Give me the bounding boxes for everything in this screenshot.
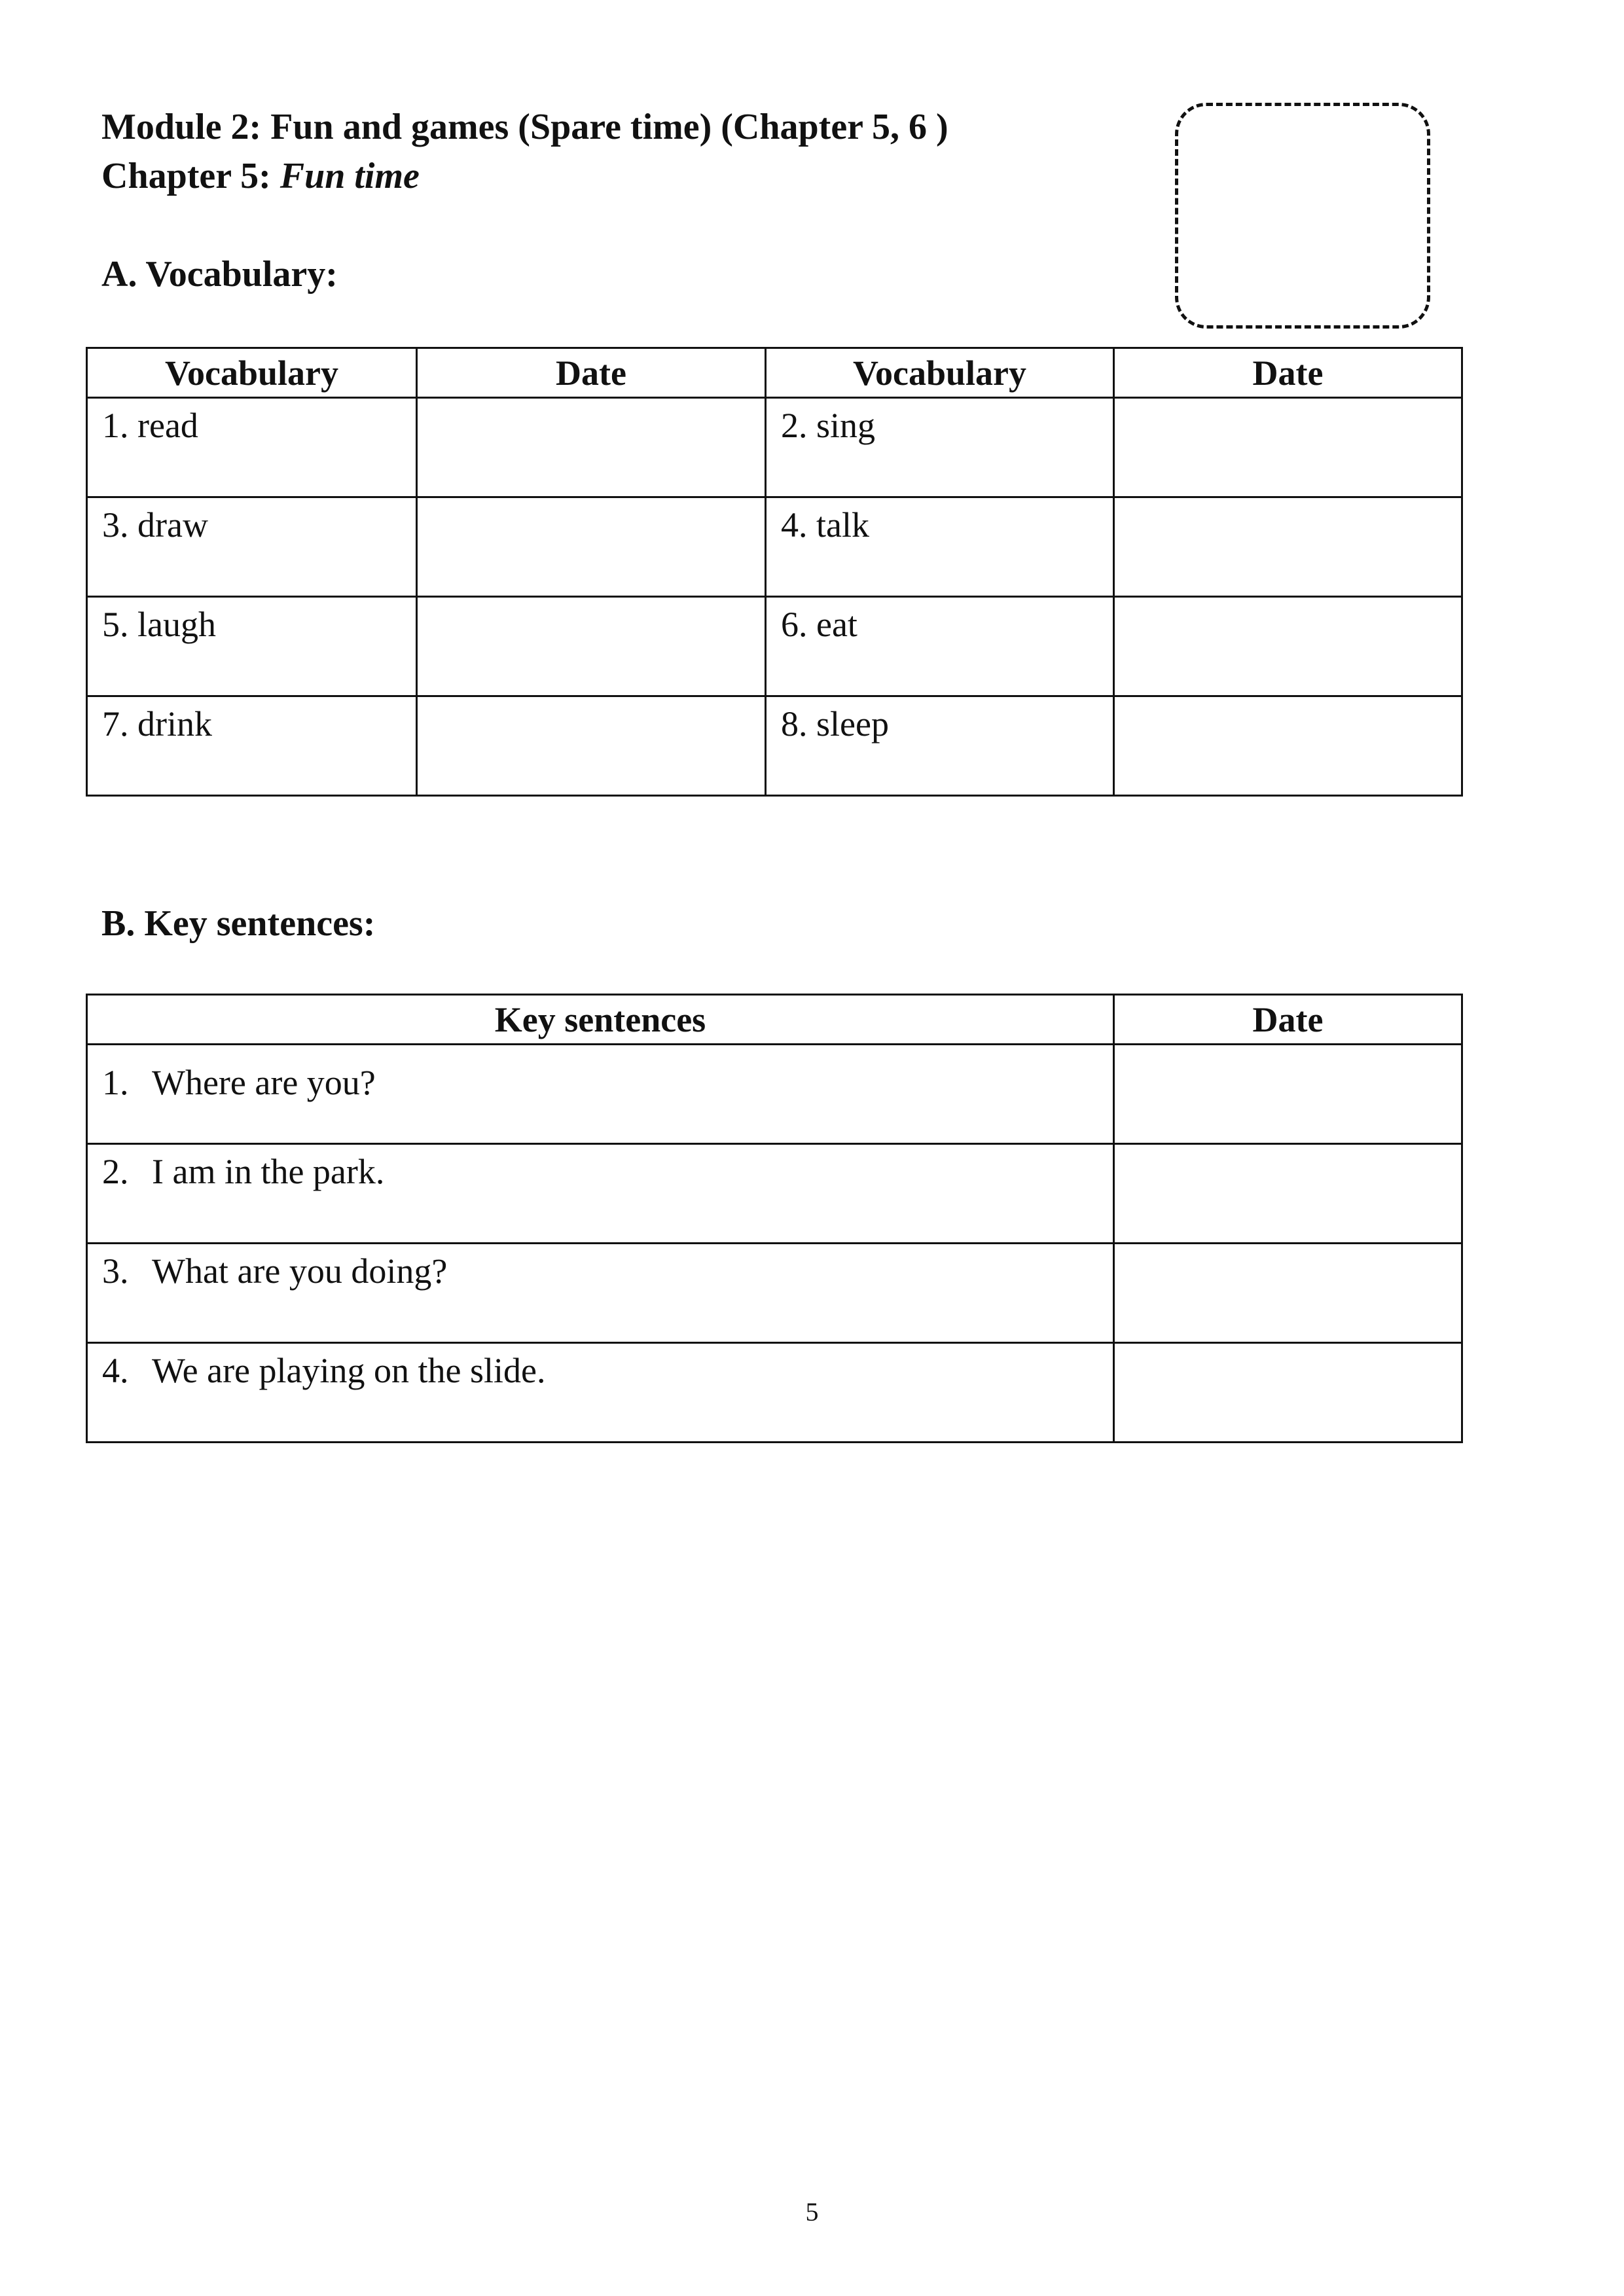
sentence-text: I am in the park.	[152, 1152, 385, 1191]
column-header-date: Date	[1114, 995, 1462, 1045]
vocabulary-word: 1. read	[102, 406, 198, 445]
stamp-box	[1175, 103, 1430, 329]
date-cell[interactable]	[417, 398, 766, 497]
date-cell[interactable]	[417, 597, 766, 696]
vocabulary-word: 8. sleep	[781, 704, 889, 744]
date-cell[interactable]	[1114, 597, 1462, 696]
sentence-text: Where are you?	[152, 1063, 376, 1102]
sentence-number: 1.	[102, 1063, 129, 1102]
sentence-cell	[87, 1343, 1114, 1443]
column-header-vocabulary: Vocabulary	[87, 348, 417, 398]
date-cell[interactable]	[1114, 1244, 1462, 1343]
chapter-title	[101, 158, 420, 194]
vocabulary-word: 4. talk	[781, 505, 869, 545]
date-cell[interactable]	[1114, 398, 1462, 497]
date-cell[interactable]	[417, 696, 766, 796]
vocabulary-cell	[766, 597, 1114, 696]
table-row	[87, 398, 1462, 497]
sentence-number: 4.	[102, 1351, 129, 1390]
chapter-name: Fun time	[280, 156, 420, 196]
key-sentences-table	[86, 994, 1463, 1443]
vocabulary-cell	[766, 696, 1114, 796]
table-header-row	[87, 995, 1462, 1045]
vocabulary-word: 6. eat	[781, 605, 857, 644]
column-header-date: Date	[1114, 348, 1462, 398]
table-header-row	[87, 348, 1462, 398]
vocabulary-cell	[766, 398, 1114, 497]
vocabulary-cell	[87, 696, 417, 796]
vocabulary-cell	[87, 597, 417, 696]
chapter-label: Chapter 5:	[101, 156, 271, 196]
vocabulary-table	[86, 347, 1463, 797]
table-row	[87, 597, 1462, 696]
vocabulary-cell	[766, 497, 1114, 597]
sentence-cell	[87, 1144, 1114, 1244]
sentence-text: We are playing on the slide.	[152, 1351, 546, 1390]
date-cell[interactable]	[1114, 1045, 1462, 1144]
date-cell[interactable]	[1114, 1144, 1462, 1244]
table-row	[87, 1144, 1462, 1244]
date-cell[interactable]	[1114, 696, 1462, 796]
column-header-date: Date	[417, 348, 766, 398]
vocabulary-cell	[87, 398, 417, 497]
date-cell[interactable]	[1114, 1343, 1462, 1443]
sentence-number: 2.	[102, 1152, 129, 1191]
vocabulary-word: 7. drink	[102, 704, 212, 744]
sentence-cell	[87, 1244, 1114, 1343]
vocabulary-word: 3. draw	[102, 505, 208, 545]
column-header-key-sentences: Key sentences	[87, 995, 1114, 1045]
date-cell[interactable]	[417, 497, 766, 597]
table-row	[87, 1045, 1462, 1144]
date-cell[interactable]	[1114, 497, 1462, 597]
vocabulary-word: 2. sing	[781, 406, 876, 445]
module-title: Module 2: Fun and games (Spare time) (Chapter 5, 6 )	[101, 107, 948, 147]
table-row	[87, 497, 1462, 597]
table-row	[87, 696, 1462, 796]
key-sentences-heading: B. Key sentences:	[101, 903, 376, 944]
table-row	[87, 1343, 1462, 1443]
vocabulary-cell	[87, 497, 417, 597]
vocabulary-heading: A. Vocabulary:	[101, 254, 338, 295]
vocabulary-word: 5. laugh	[102, 605, 216, 644]
table-row	[87, 1244, 1462, 1343]
sentence-cell	[87, 1045, 1114, 1144]
sentence-number: 3.	[102, 1251, 129, 1291]
page-number: 5	[805, 2197, 819, 2227]
sentence-text: What are you doing?	[152, 1251, 448, 1291]
column-header-vocabulary: Vocabulary	[766, 348, 1114, 398]
